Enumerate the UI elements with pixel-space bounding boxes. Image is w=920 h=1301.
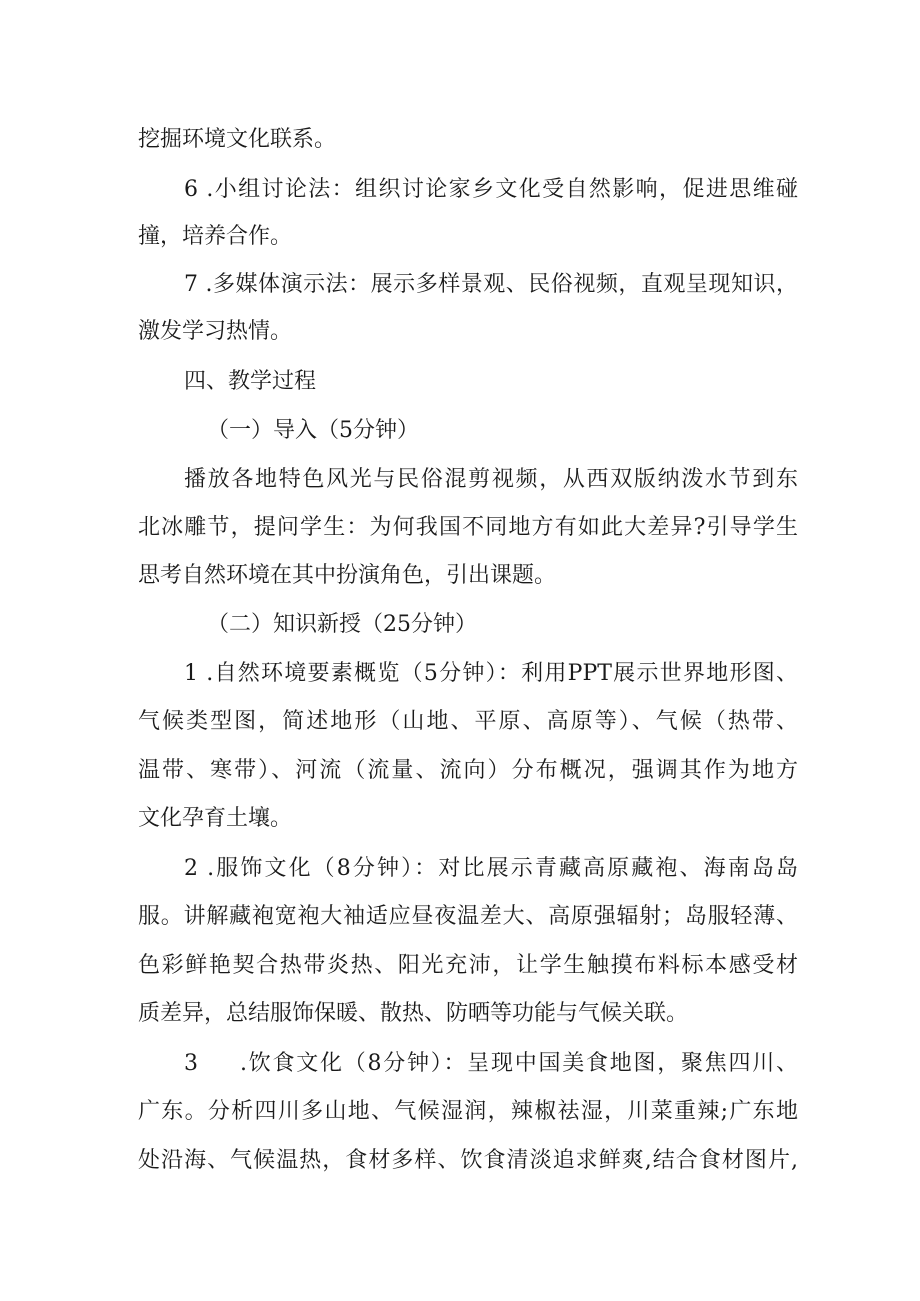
paragraph-line: 温带、寒带）、河流（流量、流向）分布概况，强调其作为地方 [138, 758, 798, 783]
paragraph-line: 气候类型图，简述地形（山地、平原、高原等）、气候（热带、 [138, 709, 798, 734]
paragraph-line: 北冰雕节，提问学生：为何我国不同地方有如此大差异?引导学生 [138, 515, 798, 540]
paragraph-line: 质差异，总结服饰保暖、散热、防晒等功能与气候关联。 [138, 1001, 689, 1026]
paragraph-line: 文化孕育土壤。 [138, 806, 293, 831]
subsection-heading: （一）导入（5分钟） [207, 418, 419, 443]
paragraph-line: 激发学习热情。 [138, 319, 293, 344]
paragraph-line: 1 .自然环境要素概览（5分钟）：利用PPT展示世界地形图、 [184, 661, 798, 686]
paragraph-line: 处沿海、气候温热，食材多样、饮食清淡追求鲜爽,结合食材图片, [138, 1148, 798, 1173]
list-number: 3 [184, 1051, 198, 1076]
paragraph-line: 思考自然环境在其中扮演角色，引出课题。 [138, 563, 557, 588]
paragraph-line: 色彩鲜艳契合热带炎热、阳光充沛，让学生触摸布料标本感受材 [138, 953, 798, 978]
paragraph-line: 撞，培养合作。 [138, 224, 293, 249]
paragraph-line: 广东。分析四川多山地、气候湿润，辣椒祛湿，川菜重辣;广东地 [138, 1099, 798, 1124]
paragraph-line: 2 .服饰文化（8分钟）：对比展示青藏高原藏袍、海南岛岛 [184, 856, 798, 881]
paragraph-line: 6 .小组讨论法：组织讨论家乡文化受自然影响，促进思维碰 [184, 177, 798, 202]
section-heading: 四、教学过程 [184, 369, 317, 394]
paragraph-line: 服。讲解藏袍宽袍大袖适应昼夜温差大、高原强辐射；岛服轻薄、 [138, 904, 798, 929]
paragraph-line: .饮食文化（8分钟）：呈现中国美食地图，聚焦四川、 [240, 1051, 798, 1076]
paragraph-line: 挖掘环境文化联系。 [138, 127, 337, 152]
subsection-heading: （二）知识新授（25分钟） [207, 612, 477, 637]
paragraph-line: 播放各地特色风光与民俗混剪视频，从西双版纳泼水节到东 [184, 467, 798, 492]
paragraph-line: 7 .多媒体演示法：展示多样景观、民俗视频，直观呈现知识， [184, 272, 798, 297]
